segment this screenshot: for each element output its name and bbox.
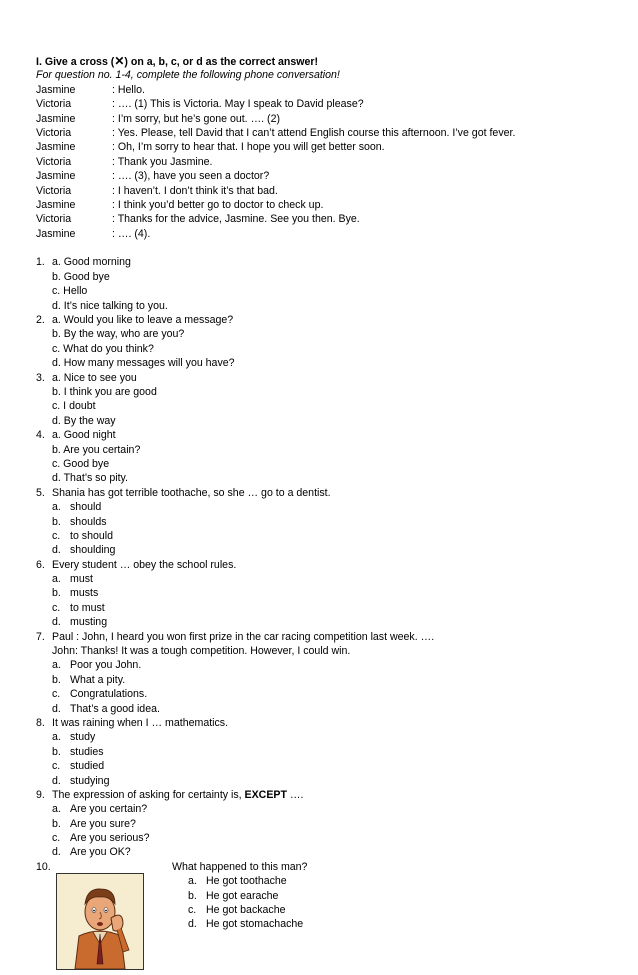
option-b[interactable]: b. studies — [52, 745, 104, 758]
utterance: : I’m sorry, but he’s gone out. …. (2) — [112, 112, 280, 125]
question-text: What happened to this man? — [172, 860, 308, 873]
speaker: Victoria — [36, 213, 72, 226]
option-a[interactable]: a. should — [52, 501, 102, 514]
speaker: Jasmine — [36, 170, 76, 183]
question-emphasis: EXCEPT — [244, 788, 287, 801]
heading-suffix: ) on a, b, c, or d as the correct answer! — [124, 56, 319, 68]
option-c[interactable]: c. I doubt — [52, 400, 96, 413]
dialogue-line — [36, 155, 616, 169]
speaker: Victoria — [36, 184, 72, 197]
option-b[interactable]: b. He got earache — [188, 889, 279, 902]
option-b[interactable]: b. Are you sure? — [52, 817, 136, 830]
option-a[interactable]: a. He got toothache — [188, 875, 287, 888]
option-d[interactable]: d. He got stomachache — [188, 918, 304, 931]
speaker: Jasmine — [36, 227, 76, 240]
utterance: : …. (3), have you seen a doctor? — [112, 170, 270, 183]
option-c[interactable]: c. Good bye — [52, 457, 110, 470]
question-number: 6. — [36, 558, 45, 571]
option-b[interactable]: b. musts — [52, 587, 99, 600]
option-c[interactable]: c. Congratulations. — [52, 688, 148, 701]
question-4 — [36, 428, 616, 486]
question-text: The expression of asking for certainty is, — [52, 788, 245, 801]
option-a[interactable]: a. study — [52, 731, 96, 744]
speaker: Victoria — [36, 126, 72, 139]
question-number: 2. — [36, 314, 45, 327]
question-5 — [36, 486, 616, 558]
utterance: : Thanks for the advice, Jasmine. See you then. Bye. — [112, 213, 360, 226]
option-c[interactable]: c. What do you think? — [52, 342, 154, 355]
dialogue-line — [36, 227, 616, 241]
option-a[interactable]: a. Are you certain? — [52, 803, 148, 816]
heading-prefix: I. Give a cross ( — [36, 56, 115, 68]
question-2 — [36, 313, 616, 371]
man-with-ache-illustration — [56, 873, 144, 970]
speaker: Victoria — [36, 98, 72, 111]
question-3 — [36, 371, 616, 429]
option-c[interactable]: c. He got backache — [188, 904, 286, 917]
question-8 — [36, 716, 616, 788]
worksheet — [36, 54, 616, 970]
option-d[interactable]: d. It’s nice talking to you. — [52, 299, 168, 312]
utterance: : Thank you Jasmine. — [112, 155, 213, 168]
utterance: : Hello. — [112, 83, 145, 96]
dialogue — [36, 83, 616, 241]
question-number: 1. — [36, 256, 45, 269]
dialogue-line — [36, 198, 616, 212]
dialogue-line — [36, 126, 616, 140]
dialogue-line — [36, 97, 616, 111]
option-c[interactable]: c. Hello — [52, 285, 88, 298]
option-d[interactable]: d. That’s a good idea. — [52, 702, 160, 715]
speaker: Jasmine — [36, 83, 76, 96]
option-b[interactable]: b. Good bye — [52, 270, 110, 283]
dialogue-line — [36, 169, 616, 183]
option-a[interactable]: a. Good night — [52, 429, 116, 442]
question-text-2: John: Thanks! It was a tough competition. However, I could win. — [52, 645, 351, 658]
question-number: 4. — [36, 429, 45, 442]
option-d[interactable]: d. By the way — [52, 414, 116, 427]
dialogue-line — [36, 112, 616, 126]
question-number: 3. — [36, 371, 45, 384]
utterance: : Oh, I’m sorry to hear that. I hope you will get better soon. — [112, 141, 385, 154]
utterance: : I think you’d better go to doctor to check up. — [112, 198, 324, 211]
option-a[interactable]: a. must — [52, 573, 93, 586]
utterance: : Yes. Please, tell David that I can’t attend English course this afternoon. I’ve got fever. — [112, 126, 516, 139]
cross-mark-icon: ✕ — [114, 54, 125, 68]
utterance: : I haven’t. I don’t think it’s that bad. — [112, 184, 278, 197]
speaker: Jasmine — [36, 141, 76, 154]
question-6 — [36, 558, 616, 630]
option-c[interactable]: c. Are you serious? — [52, 832, 150, 845]
option-b[interactable]: b. I think you are good — [52, 385, 157, 398]
question-text: Paul : John, I heard you won first prize in the car racing competition last week. …. — [52, 630, 435, 643]
section-heading — [36, 54, 616, 68]
question-number: 10. — [36, 860, 51, 873]
question-1 — [36, 255, 616, 313]
dialogue-line — [36, 212, 616, 226]
question-text: Every student … obey the school rules. — [52, 558, 237, 571]
question-text: It was raining when I … mathematics. — [52, 716, 229, 729]
option-b[interactable]: b. What a pity. — [52, 673, 126, 686]
option-d[interactable]: d. How many messages will you have? — [52, 357, 235, 370]
question-number: 8. — [36, 716, 45, 729]
utterance: : …. (4). — [112, 227, 151, 240]
speaker: Jasmine — [36, 198, 76, 211]
dialogue-line — [36, 83, 616, 97]
question-9: 9. The expression of asking for certainty is, EXCEPT …. a. Are you certain? b. Are you sure? c. Are you serious? d. Are you OK? — [36, 788, 616, 860]
option-b[interactable]: b. By the way, who are you? — [52, 328, 185, 341]
option-d[interactable]: d. shoulding — [52, 544, 116, 557]
intro-instruction: For question no. 1-4, complete the following phone conversation! — [36, 69, 340, 82]
cartoon-man-icon — [57, 874, 143, 969]
question-text: Shania has got terrible toothache, so she … go to a dentist. — [52, 486, 331, 499]
option-d[interactable]: d. studying — [52, 774, 110, 787]
option-c[interactable]: c. to must — [52, 601, 105, 614]
question-number: 9. — [36, 788, 45, 801]
question-10 — [36, 860, 616, 970]
utterance: : …. (1) This is Victoria. May I speak to David please? — [112, 98, 364, 111]
option-c[interactable]: c. to should — [52, 529, 113, 542]
option-a[interactable]: a. Would you like to leave a message? — [52, 314, 234, 327]
option-a[interactable]: a. Good morning — [52, 256, 131, 269]
question-10-body — [172, 860, 307, 932]
speaker: Victoria — [36, 155, 72, 168]
option-d[interactable]: d. musting — [52, 616, 108, 629]
option-d[interactable]: d. Are you OK? — [52, 846, 131, 859]
option-c[interactable]: c. studied — [52, 760, 105, 773]
option-b[interactable]: b. Are you certain? — [52, 443, 141, 456]
option-a[interactable]: a. Nice to see you — [52, 371, 137, 384]
question-number: 7. — [36, 630, 45, 643]
question-7 — [36, 630, 616, 716]
dialogue-line — [36, 184, 616, 198]
dialogue-line — [36, 140, 616, 154]
option-a[interactable]: a. Poor you John. — [52, 659, 142, 672]
option-d[interactable]: d. That’s so pity. — [52, 472, 128, 485]
question-number: 5. — [36, 486, 45, 499]
option-b[interactable]: b. shoulds — [52, 515, 107, 528]
speaker: Jasmine — [36, 112, 76, 125]
